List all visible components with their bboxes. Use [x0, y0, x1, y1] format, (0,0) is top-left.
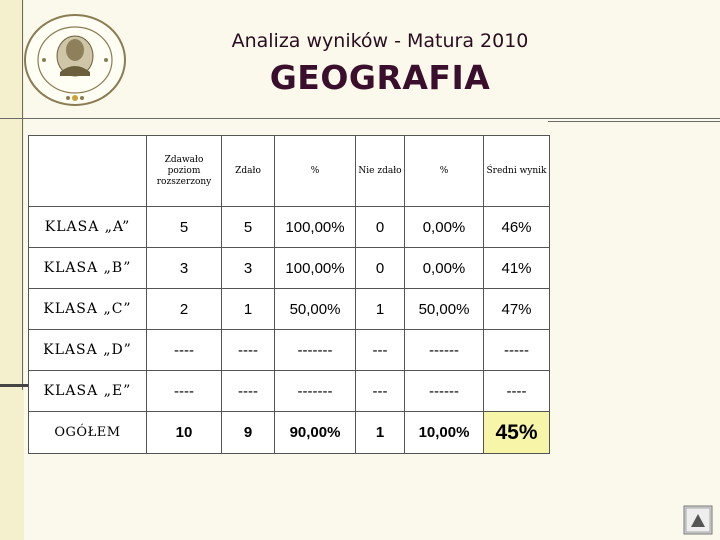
table-cell: 100,00% — [275, 207, 356, 248]
table-row — [29, 248, 550, 289]
table-cell: 47% — [484, 289, 550, 330]
table-cell: --- — [356, 330, 405, 371]
table-header-row — [29, 136, 550, 207]
header-cell-failed: Nie zdało — [356, 136, 405, 207]
table-row — [29, 289, 550, 330]
left-decoration-bar — [0, 0, 24, 540]
table-cell: ------- — [275, 330, 356, 371]
table-cell: --- — [356, 371, 405, 412]
header-cell-corner — [29, 136, 147, 207]
table-row — [29, 207, 550, 248]
results-table — [28, 135, 550, 454]
table-cell: 90,00% — [275, 412, 356, 454]
header-cell-average: Średni wynik — [484, 136, 550, 207]
table-cell: ---- — [147, 330, 222, 371]
horizontal-rule-accent — [548, 121, 720, 122]
row-label-total: OGÓŁEM — [29, 412, 147, 454]
table-cell: 0,00% — [405, 248, 484, 289]
slide-title: GEOGRAFIA — [269, 58, 491, 97]
table-cell: ---- — [147, 371, 222, 412]
table-cell: 41% — [484, 248, 550, 289]
row-label: KLASA „D” — [29, 330, 147, 371]
table-cell: 5 — [222, 207, 275, 248]
slide-nav-icon[interactable] — [683, 505, 713, 535]
table-cell: 1 — [356, 412, 405, 454]
table-cell: ------ — [405, 371, 484, 412]
horizontal-rule-top — [0, 118, 720, 119]
row-label: KLASA „E” — [29, 371, 147, 412]
table-cell: 10,00% — [405, 412, 484, 454]
row-label: KLASA „C” — [29, 289, 147, 330]
slide-subtitle: Analiza wyników - Matura 2010 — [231, 30, 529, 52]
table-cell: 0 — [356, 207, 405, 248]
header-cell-passed-percent: % — [275, 136, 356, 207]
header-cell-took-extended: Zdawało poziom rozszerzony — [147, 136, 222, 207]
table-row — [29, 330, 550, 371]
table-cell-average-total: 45% — [484, 412, 550, 454]
table-cell: 1 — [222, 289, 275, 330]
table-cell: ---- — [222, 330, 275, 371]
table-cell: 50,00% — [275, 289, 356, 330]
row-label: KLASA „A” — [29, 207, 147, 248]
row-label: KLASA „B” — [29, 248, 147, 289]
table-cell: ---- — [484, 371, 550, 412]
table-cell: 5 — [147, 207, 222, 248]
table-cell: 50,00% — [405, 289, 484, 330]
table-cell: ------- — [275, 371, 356, 412]
table-cell: 0,00% — [405, 207, 484, 248]
table-cell: 3 — [147, 248, 222, 289]
header-cell-failed-percent: % — [405, 136, 484, 207]
table-cell: ----- — [484, 330, 550, 371]
table-cell: 1 — [356, 289, 405, 330]
table-cell: 0 — [356, 248, 405, 289]
table-cell: 3 — [222, 248, 275, 289]
table-cell: 100,00% — [275, 248, 356, 289]
table-cell: 2 — [147, 289, 222, 330]
table-cell: ------ — [405, 330, 484, 371]
table-cell: 9 — [222, 412, 275, 454]
school-seal-icon — [22, 12, 128, 108]
header-cell-passed: Zdało — [222, 136, 275, 207]
table-cell: ---- — [222, 371, 275, 412]
table-row — [29, 371, 550, 412]
table-cell: 46% — [484, 207, 550, 248]
table-total-row — [29, 412, 550, 454]
table-cell: 10 — [147, 412, 222, 454]
